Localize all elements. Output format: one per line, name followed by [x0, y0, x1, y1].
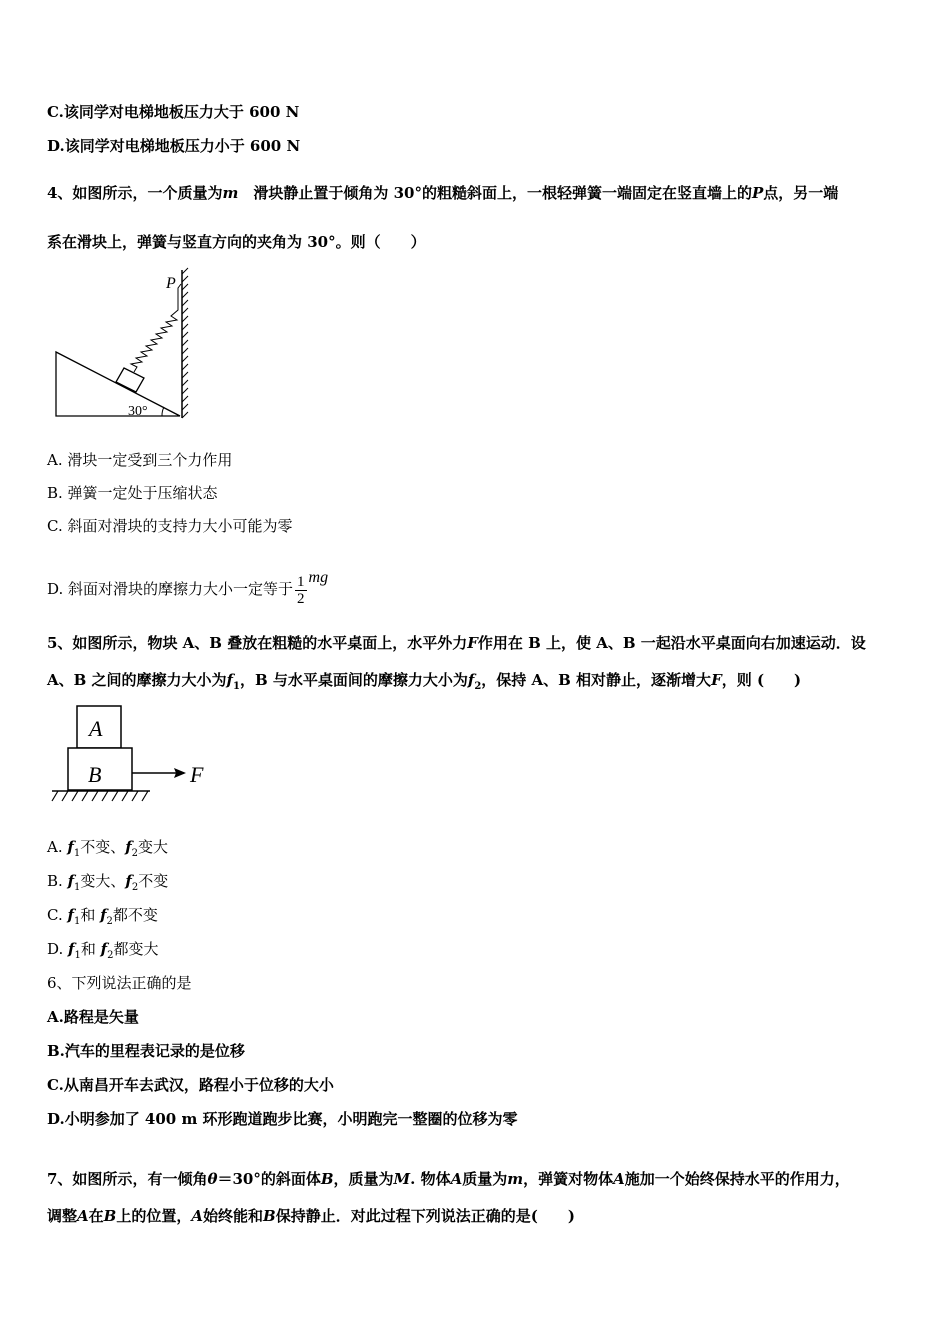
q6-option-b: B.汽车的里程表记录的是位移 — [47, 1042, 245, 1060]
q3-option-c: C.该同学对电梯地板压力大于 600 N — [47, 103, 300, 121]
q4-option-d: D. 斜面对滑块的摩擦力大小一定等于 $\frac{1}{2}$ mg — [47, 569, 329, 607]
fraction-one-half: $\frac{1}{2}$ — [297, 573, 305, 607]
q5-stem-line2: A、B 之间的摩擦力大小为$f_1$，B 与水平桌面间的摩擦力大小为$f_2$，保持 A、B 相对静止，逐渐增大F，则 ( ) — [47, 671, 802, 692]
q6-stem: 6、下列说法正确的是 — [47, 974, 192, 992]
angle-arc — [162, 407, 164, 416]
wall-hatching — [182, 268, 188, 418]
q7-stem-line2: 调整A在B上的位置，A始终能和B保持静止．对此过程下列说法正确的是( ) — [47, 1207, 575, 1225]
q4-figure-incline-spring — [50, 266, 200, 424]
q5-stem-line1: 5、如图所示，物块 A、B 叠放在粗糙的水平桌面上，水平外力F作用在 B 上，使 A、B 一起沿水平桌面向右加速运动．设 — [47, 634, 866, 652]
ground-hatching — [52, 791, 148, 801]
q6-option-a: A.路程是矢量 — [47, 1008, 139, 1026]
q4-option-b: B. 弹簧一定处于压缩状态 — [47, 484, 218, 502]
q5-figure-stacked-blocks — [48, 702, 218, 806]
spring — [131, 284, 181, 372]
q4-option-c: C. 斜面对滑块的支持力大小可能为零 — [47, 517, 293, 535]
q7-stem-line1: 7、如图所示，有一倾角θ＝30°的斜面体B，质量为M. 物体A质量为m，弹簧对物体A施加一个始终保持水平的作用力， — [47, 1170, 850, 1188]
block-a-label: A — [89, 716, 103, 741]
block-b-label: B — [88, 762, 102, 787]
q5-option-b: B. $f_1$变大、$f_2$不变 — [47, 872, 169, 893]
q4-option-a: A. 滑块一定受到三个力作用 — [47, 451, 233, 469]
force-label: F — [190, 762, 204, 787]
q6-option-d: D.小明参加了 400 m 环形跑道跑步比赛，小明跑完一整圈的位移为零 — [47, 1110, 518, 1128]
q5-option-c: C. $f_1$和 $f_2$都不变 — [47, 906, 158, 927]
slider-block — [116, 368, 144, 392]
q4-stem-line2: 系在滑块上，弹簧与竖直方向的夹角为 30°。则（ ） — [47, 233, 426, 251]
q5-option-d: D. $f_1$和 $f_2$都变大 — [47, 940, 159, 961]
q5-option-a: A. $f_1$不变、$f_2$变大 — [47, 838, 169, 859]
q3-option-d: D.该同学对电梯地板压力小于 600 N — [47, 137, 301, 155]
angle-label: 30° — [128, 404, 148, 419]
q6-option-c: C.从南昌开车去武汉，路程小于位移的大小 — [47, 1076, 334, 1094]
point-p-label: P — [166, 275, 176, 292]
incline-triangle — [56, 352, 180, 416]
q4-stem-line1: 4、如图所示，一个质量为m 滑块静止置于倾角为 30°的粗糙斜面上，一根轻弹簧一端固定在竖直墙上的P点，另一端 — [47, 184, 839, 202]
